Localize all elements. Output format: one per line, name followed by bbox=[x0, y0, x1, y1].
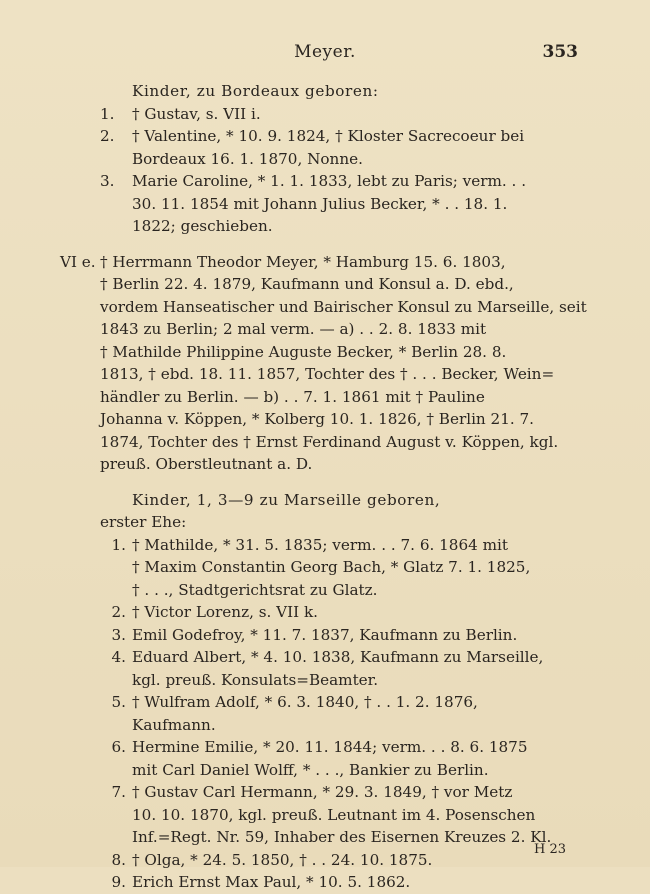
list-item-line: † Valentine, * 10. 9. 1824, † Kloster Sacrecoeur bei bbox=[132, 127, 525, 145]
list-item-line: † . . ., Stadtgerichtsrat zu Glatz. bbox=[132, 580, 378, 599]
list-item bbox=[100, 871, 580, 894]
list-item-number: 8. bbox=[111, 850, 126, 869]
entry-line: 1843 zu Berlin; 2 mal verm. — a) . . 2. 8. 1833 mit bbox=[100, 320, 487, 338]
running-title: Meyer. bbox=[294, 42, 356, 62]
children-list-bordeaux bbox=[100, 103, 580, 238]
list-item-line: Hermine Emilie, * 20. 11. 1844; verm. . . 8. 6. 1875 bbox=[132, 738, 528, 756]
page-header bbox=[0, 42, 650, 72]
list-item-line: Bordeaux 16. 1. 1870, Nonne. bbox=[132, 149, 363, 168]
list-item-number: 2. bbox=[111, 603, 126, 621]
list-item-line: † Victor Lorenz, s. VII k. bbox=[132, 603, 319, 621]
list-item-number: 4. bbox=[111, 648, 126, 666]
entry-line: † Mathilde Philippine Auguste Becker, * Berlin 28. 8. bbox=[100, 342, 507, 361]
entry-line: 1874, Tochter des † Ernst Ferdinand August v. Köppen, kgl. bbox=[100, 432, 559, 451]
list-item-number: 5. bbox=[111, 693, 126, 711]
list-item-line: † Gustav, s. VII i. bbox=[132, 104, 261, 123]
list-item-line: Kaufmann. bbox=[132, 715, 216, 734]
entry-line: † Herrmann Theodor Meyer, * Hamburg 15. 6. 1803, bbox=[100, 252, 506, 271]
list-item-number: 3. bbox=[100, 172, 115, 190]
list-item bbox=[100, 601, 580, 624]
list-item-line: † Mathilde, * 31. 5. 1835; verm. . . 7. 6. 1864 mit bbox=[132, 535, 508, 554]
list-item bbox=[100, 170, 580, 238]
list-item bbox=[100, 624, 580, 647]
list-item bbox=[100, 781, 580, 849]
list-item bbox=[100, 849, 580, 872]
list-item-line: † Gustav Carl Hermann, * 29. 3. 1849, † vor Metz bbox=[132, 783, 513, 801]
entry-line: händler zu Berlin. — b) . . 7. 1. 1861 mit † Pauline bbox=[100, 387, 485, 406]
entry-line: 1813, † ebd. 18. 11. 1857, Tochter des † . . . Becker, Wein= bbox=[100, 365, 555, 383]
entry-line: vordem Hanseatischer und Bairischer Konsul zu Marseille, seit bbox=[100, 297, 587, 316]
list-item-line: † Olga, * 24. 5. 1850, † . . 24. 10. 1875. bbox=[132, 850, 433, 869]
list-item bbox=[100, 736, 580, 781]
list-item-number: 2. bbox=[100, 127, 115, 145]
list-item-line: kgl. preuß. Konsulats=Beamter. bbox=[132, 670, 379, 689]
entry-line: Johanna v. Köppen, * Kolberg 10. 1. 1826, † Berlin 21. 7. bbox=[100, 410, 535, 428]
list-item-number: 6. bbox=[111, 738, 126, 756]
list-item bbox=[100, 125, 580, 170]
list-item-line: † Maxim Constantin Georg Bach, * Glatz 7. 1. 1825, bbox=[132, 558, 531, 576]
entry-line: † Berlin 22. 4. 1879, Kaufmann und Konsul a. D. ebd., bbox=[100, 275, 514, 293]
list-item-number: 3. bbox=[111, 625, 126, 644]
entry-label: VI e. bbox=[60, 252, 96, 271]
list-item-line: 30. 11. 1854 mit Johann Julius Becker, * . . 18. 1. bbox=[132, 194, 508, 213]
children-heading-bordeaux: Kinder, zu Bordeaux geboren: bbox=[132, 82, 379, 100]
page-body bbox=[60, 80, 587, 894]
list-item-line: 10. 10. 1870, kgl. preuß. Leutnant im 4. Posenschen bbox=[132, 805, 536, 824]
list-item bbox=[100, 103, 580, 126]
list-item-line: mit Carl Daniel Wolff, * . . ., Bankier zu Berlin. bbox=[132, 760, 489, 779]
list-item-line: Marie Caroline, * 1. 1. 1833, lebt zu Paris; verm. . . bbox=[132, 172, 527, 190]
list-item bbox=[100, 534, 580, 602]
list-item bbox=[100, 646, 580, 691]
list-item-line: Erich Ernst Max Paul, * 10. 5. 1862. bbox=[132, 873, 411, 891]
children-heading-marseille: Kinder, 1, 3—9 zu Marseille geboren, bbox=[132, 490, 441, 509]
list-item-number: 7. bbox=[111, 783, 126, 801]
list-item-number: 1. bbox=[111, 535, 126, 554]
entry-line: preuß. Oberstleutnant a. D. bbox=[100, 455, 313, 473]
signature-mark: H 23 bbox=[533, 842, 566, 857]
list-item-line: 1822; geschieben. bbox=[132, 217, 273, 235]
genealogy-entry-vie bbox=[60, 251, 587, 476]
list-item-line: Inf.=Regt. Nr. 59, Inhaber des Eisernen Kreuzes 2. Kl. bbox=[132, 828, 552, 846]
list-item bbox=[100, 691, 580, 736]
children-subheading: erster Ehe: bbox=[100, 513, 187, 531]
list-item-line: † Wulfram Adolf, * 6. 3. 1840, † . . 1. 2. 1876, bbox=[132, 693, 478, 711]
list-item-line: Emil Godefroy, * 11. 7. 1837, Kaufmann zu Berlin. bbox=[132, 625, 518, 644]
list-item-number: 9. bbox=[111, 873, 126, 891]
page-number: 353 bbox=[542, 42, 578, 62]
list-item-number: 1. bbox=[100, 104, 115, 123]
children-list-marseille bbox=[100, 534, 580, 894]
list-item-line: Eduard Albert, * 4. 10. 1838, Kaufmann zu Marseille, bbox=[132, 648, 544, 666]
